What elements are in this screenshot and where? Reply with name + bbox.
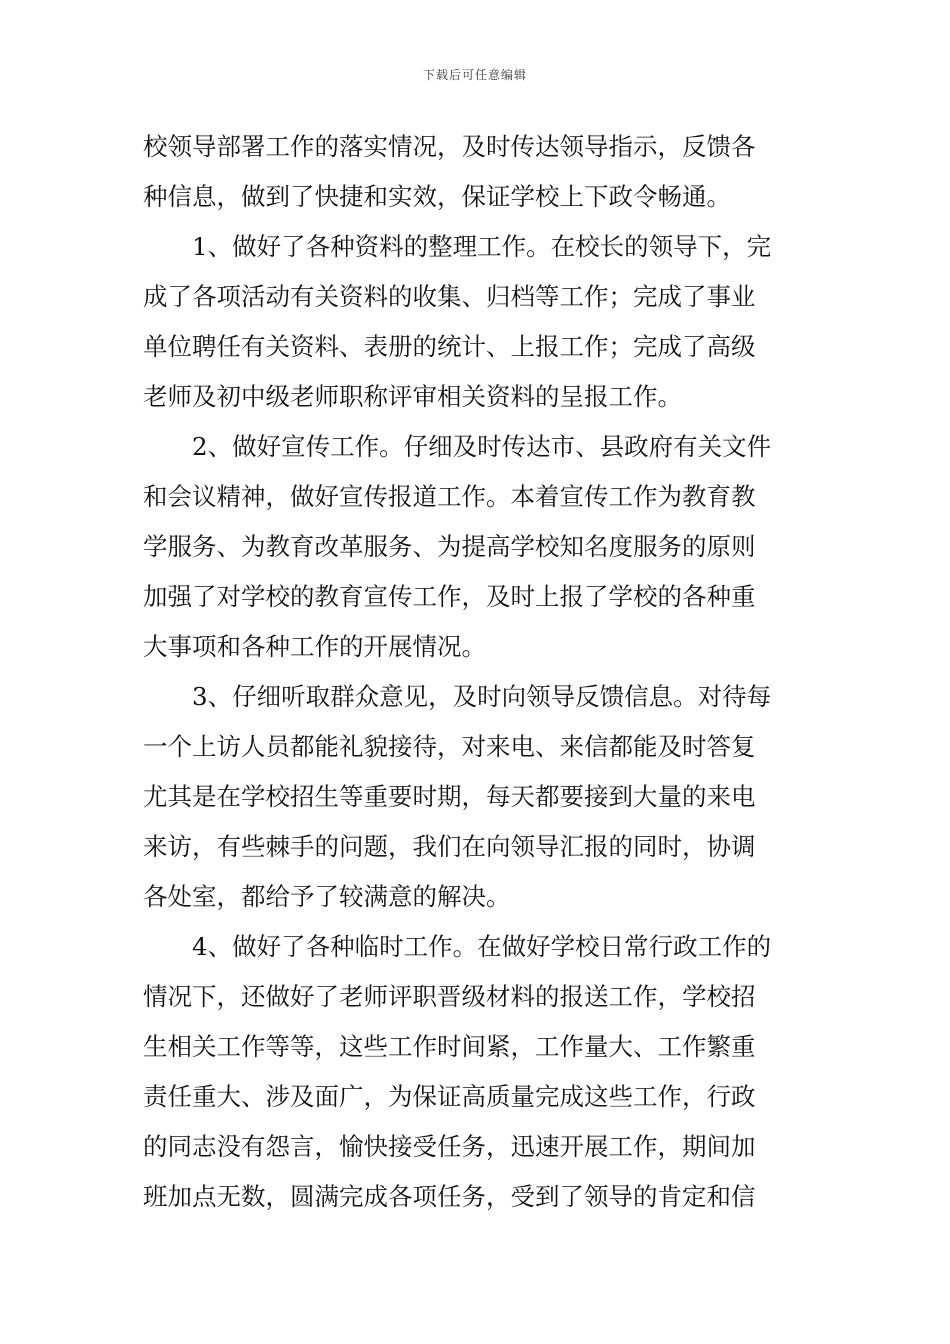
text-line: 学服务、为教育改革服务、为提高学校知名度服务的原则 <box>143 532 756 561</box>
paragraph-3-start: 3、仔细听取群众意见，及时向领导反馈信息。对待每 <box>192 682 772 711</box>
paragraph-2-start: 2、做好宣传工作。仔细及时传达市、县政府有关文件 <box>192 432 772 461</box>
text-line: 大事项和各种工作的开展情况。 <box>143 632 486 661</box>
header-note: 下载后可任意编辑 <box>422 68 527 82</box>
text-line: 老师及初中级老师职称评审相关资料的呈报工作。 <box>143 382 682 411</box>
text-line: 成了各项活动有关资料的收集、归档等工作；完成了事业 <box>143 282 756 311</box>
text-line: 单位聘任有关资料、表册的统计、上报工作；完成了高级 <box>143 332 756 361</box>
text-line: 的同志没有怨言，愉快接受任务，迅速开展工作，期间加 <box>143 1132 756 1161</box>
text-line: 校领导部署工作的落实情况，及时传达领导指示，反馈各 <box>143 132 756 161</box>
text-line: 生相关工作等等，这些工作时间紧，工作量大、工作繁重 <box>143 1032 756 1061</box>
text-line: 一个上访人员都能礼貌接待，对来电、来信都能及时答复 <box>143 732 756 761</box>
text-line: 责任重大、涉及面广，为保证高质量完成这些工作，行政 <box>143 1082 756 1111</box>
paragraph-1-start: 1、做好了各种资料的整理工作。在校长的领导下，完 <box>192 232 772 261</box>
text-line: 和会议精神，做好宣传报道工作。本着宣传工作为教育教 <box>143 482 756 511</box>
document-body <box>143 122 813 1222</box>
text-line: 班加点无数，圆满完成各项任务，受到了领导的肯定和信 <box>143 1182 756 1211</box>
text-line: 加强了对学校的教育宣传工作，及时上报了学校的各种重 <box>143 582 756 611</box>
text-line: 尤其是在学校招生等重要时期，每天都要接到大量的来电 <box>143 782 756 811</box>
text-line: 情况下，还做好了老师评职晋级材料的报送工作，学校招 <box>143 982 756 1011</box>
paragraph-4-start: 4、做好了各种临时工作。在做好学校日常行政工作的 <box>192 932 772 961</box>
text-line: 各处室，都给予了较满意的解决。 <box>143 882 511 911</box>
text-line: 种信息，做到了快捷和实效，保证学校上下政令畅通。 <box>143 182 731 211</box>
text-line: 来访，有些棘手的问题，我们在向领导汇报的同时，协调 <box>143 832 756 861</box>
